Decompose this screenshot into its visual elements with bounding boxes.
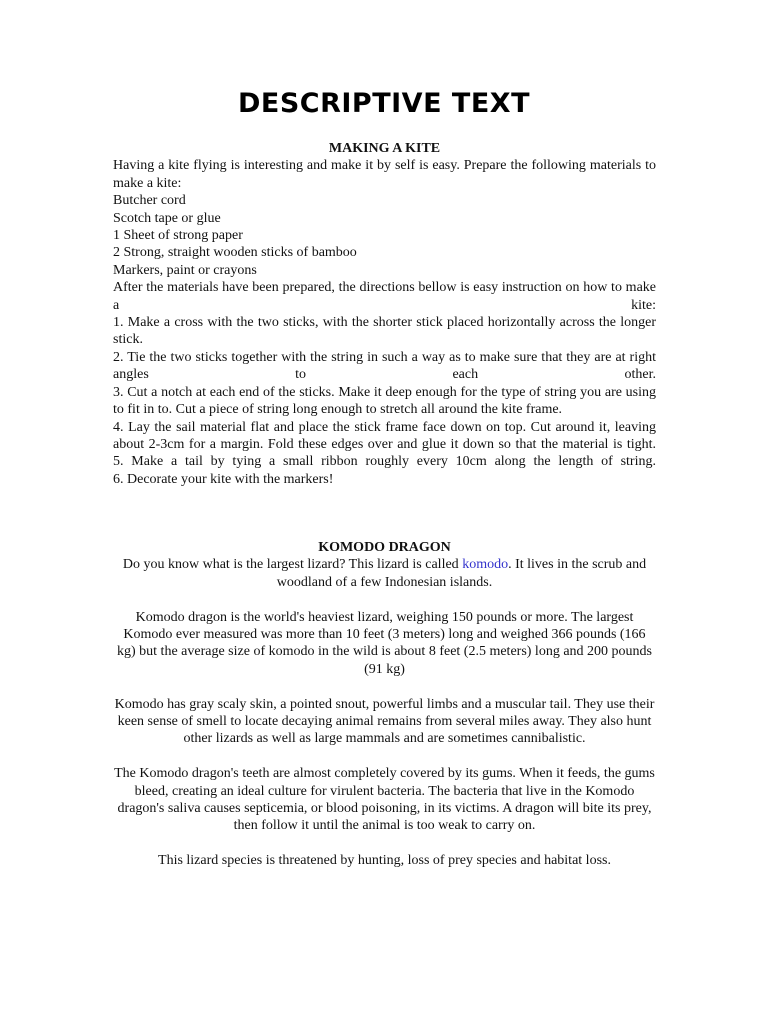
material-item: Butcher cord [113,193,186,209]
komodo-paragraph-2: Komodo dragon is the world's heaviest lizard, weighing 150 pounds or more. The largest Komodo ever measured was more than 10 feet (3 meters) long and weighed 366 pounds (166 kg) but the average size of komodo in the wild is about 8 feet (2.5 meters) long and 200 pounds (91 kg) [117,609,652,677]
komodo-section [113,539,656,887]
step-item: 6. Decorate your kite with the markers! [113,471,334,487]
directions-intro: After the materials have been prepared, the directions bellow is easy instruction on how to make a kite: [113,280,656,313]
step-item: 2. Tie the two sticks together with the string in such a way as to make sure that they are at right angles to each other. [113,349,656,383]
kite-section [113,140,656,488]
komodo-paragraph-1 [113,556,656,591]
komodo-heading: KOMODO DRAGON [318,540,451,555]
kite-intro: Having a kite flying is interesting and make it by self is easy. Prepare the following materials to make a kite: [113,158,656,191]
komodo-paragraph-5: This lizard species is threatened by hunting, loss of prey species and habitat loss. [158,853,611,869]
komodo-paragraph-3: Komodo has gray scaly skin, a pointed snout, powerful limbs and a muscular tail. They use their keen sense of smell to locate decaying animal remains from several miles away. They also hunt other lizards as well as large mammals and are sometimes cannibalistic. [114,696,655,747]
step-item: 1. Make a cross with the two sticks, with the shorter stick placed horizontally across the longer stick. [113,315,656,348]
komodo-p1-text-end: . It lives in the scrub and woodland of a few Indonesian islands. [276,557,647,590]
kite-heading: MAKING A KITE [328,141,441,156]
komodo-paragraph-4: The Komodo dragon's teeth are almost completely covered by its gums. When it feeds, the gums bleed, creating an ideal culture for virulent bacteria. The bacteria that live in the Komodo dragon's saliva causes septicemia, or blood poisoning, in its victims. A dragon will bite its prey, then follow it until the animal is too weak to carry on. [114,766,655,834]
material-item: Markers, paint or crayons [113,262,257,278]
step-item: 3. Cut a notch at each end of the sticks. Make it deep enough for the type of string you are using to fit in to. Cut a piece of string long enough to stretch all around the kite frame. [113,384,656,418]
komodo-p1-text: Do you know what is the largest lizard? This lizard is called [122,557,463,573]
material-item: 1 Sheet of strong paper [113,228,243,244]
page-title: DESCRIPTIVE TEXT [237,88,531,119]
material-item: Scotch tape or glue [113,210,221,226]
material-item: 2 Strong, straight wooden sticks of bamboo [113,245,357,261]
step-item: 4. Lay the sail material flat and place the stick frame face down on top. Cut around it, leaving about 2-3cm for a margin. Fold these edges over and glue it down so that the material is tight. [113,419,656,452]
step-item: 5. Make a tail by tying a small ribbon roughly every 10cm along the length of string. [113,454,656,470]
komodo-link[interactable]: komodo [462,557,509,573]
